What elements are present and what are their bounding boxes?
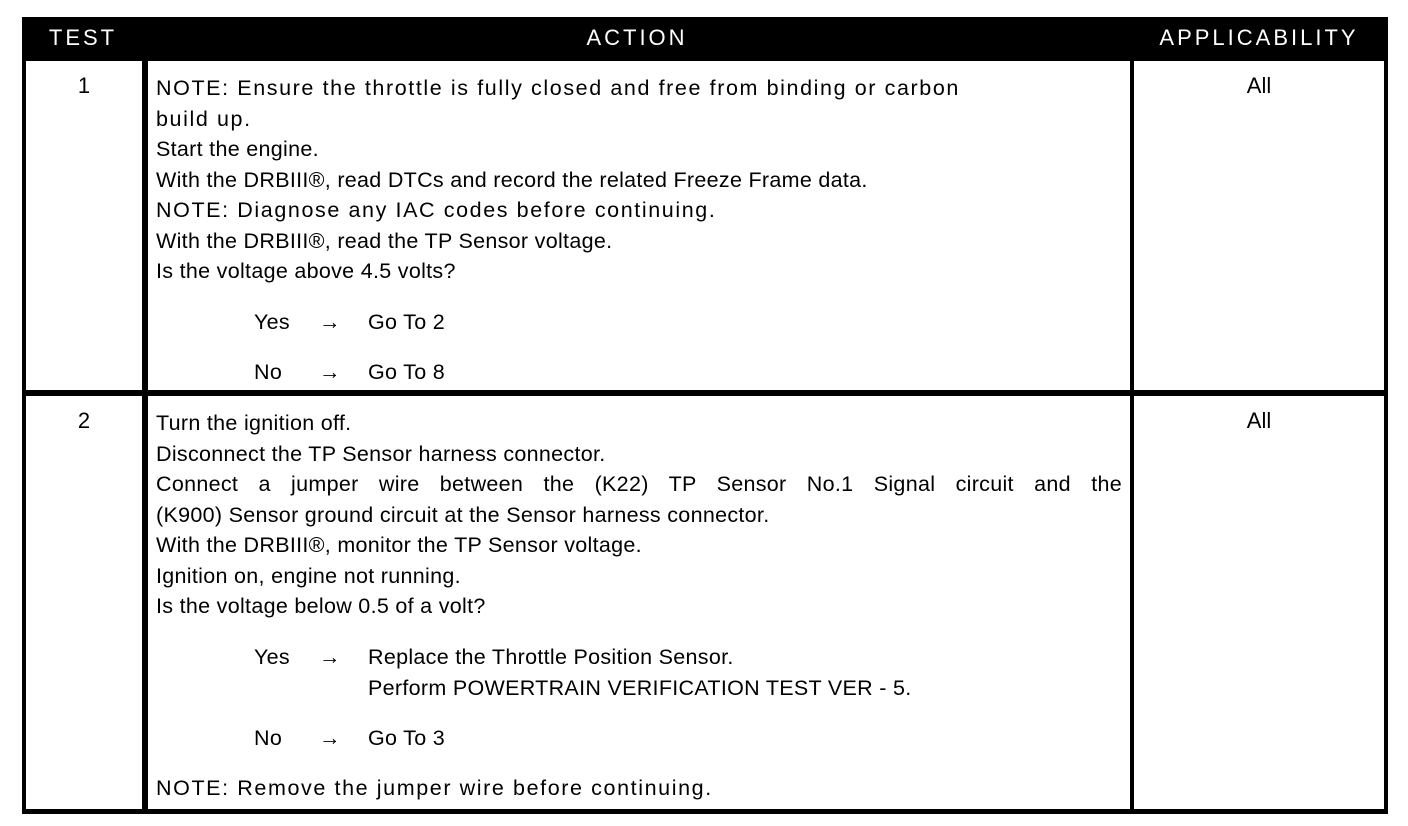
action-line: With the DRBIII®, monitor the TP Sensor voltage. [156, 533, 642, 557]
action-line: NOTE: Ensure the throttle is fully closed and free from binding or carbon [156, 76, 960, 100]
arrow-icon: → [319, 725, 341, 750]
result-no [156, 723, 1122, 753]
diagnostic-table [22, 17, 1388, 814]
result-text-line2: Perform POWERTRAIN VERIFICATION TEST VER - 5. [368, 675, 912, 700]
result-yes [156, 642, 1122, 703]
result-key: No [254, 725, 283, 750]
action-line: Is the voltage below 0.5 of a volt? [156, 594, 486, 618]
action-line: Start the engine. [156, 137, 319, 161]
result-text: Go To 8 [368, 359, 446, 384]
result-key: No [254, 359, 283, 384]
action-cell [148, 61, 1130, 390]
action-line: Connect a jumper wire between the (K22) TP Sensor No.1 Signal circuit and the [156, 472, 1122, 496]
header-test: TEST [48, 25, 118, 50]
action-line: NOTE: Diagnose any IAC codes before continuing. [156, 198, 717, 222]
action-line: With the DRBIII®, read DTCs and record the related Freeze Frame data. [156, 167, 868, 192]
arrow-icon: → [319, 359, 341, 384]
footer-note: NOTE: Remove the jumper wire before continuing. [156, 775, 713, 800]
action-line: Ignition on, engine not running. [156, 563, 461, 588]
result-no [156, 357, 1122, 387]
result-text: Replace the Throttle Position Sensor. [368, 644, 734, 669]
result-key: Yes [254, 309, 290, 334]
action-line: (K900) Sensor ground circuit at the Sensor harness connector. [156, 502, 770, 527]
arrow-icon: → [319, 644, 341, 669]
action-line: Is the voltage above 4.5 volts? [156, 259, 456, 283]
action-line: Disconnect the TP Sensor harness connector. [156, 441, 606, 466]
action-cell [148, 396, 1130, 809]
action-line: With the DRBIII®, read the TP Sensor voltage. [156, 228, 613, 253]
result-text: Go To 2 [368, 309, 446, 334]
applicability-cell: All [1134, 396, 1384, 809]
result-yes [156, 307, 1122, 337]
action-line: Turn the ignition off. [156, 411, 352, 435]
result-text: Go To 3 [368, 725, 446, 750]
applicability-cell: All [1134, 61, 1384, 390]
test-number: 2 [26, 396, 142, 809]
header-action: ACTION [586, 25, 688, 50]
arrow-icon: → [319, 309, 341, 334]
result-key: Yes [254, 644, 290, 669]
header-applicability: APPLICABILITY [1159, 25, 1359, 50]
action-line: build up. [156, 106, 252, 131]
test-number: 1 [26, 61, 142, 390]
